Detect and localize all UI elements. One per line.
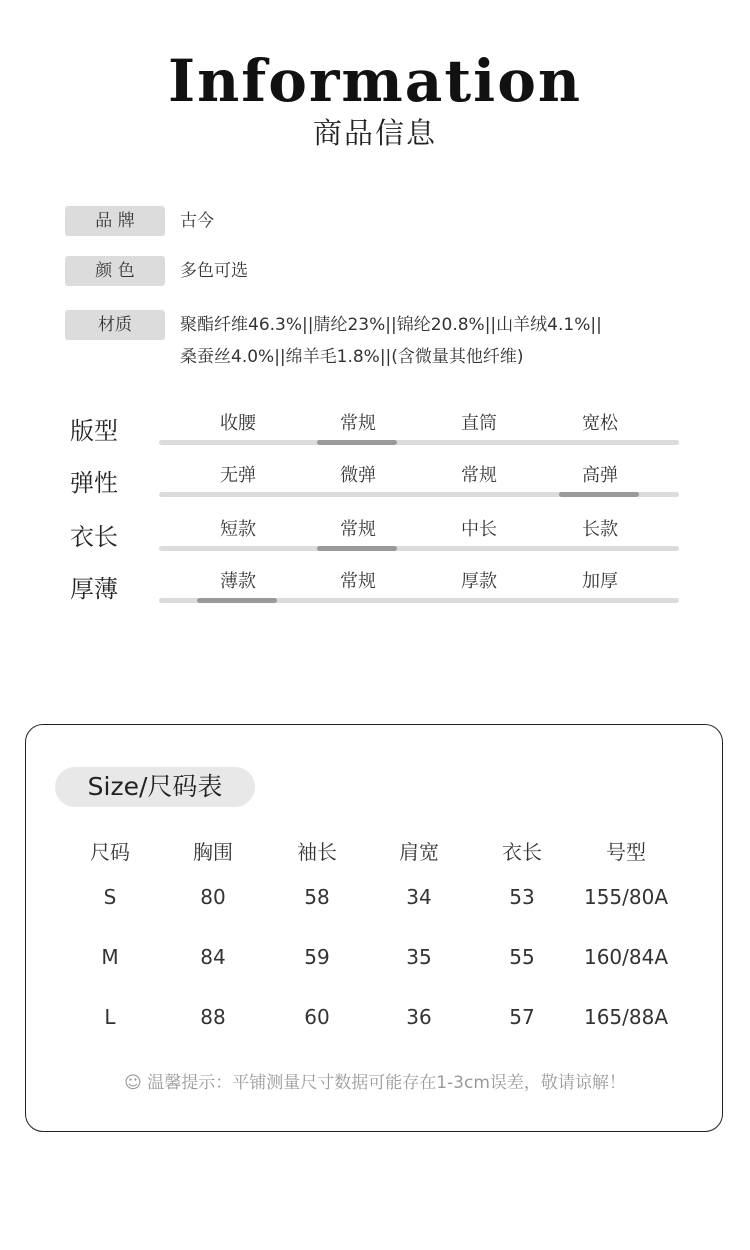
scale-option: 常规 xyxy=(461,465,497,486)
scale-option: 收腰 xyxy=(220,413,256,434)
scale-row xyxy=(0,518,750,568)
size-cell: 35 xyxy=(406,945,432,969)
size-cell: 34 xyxy=(406,885,432,909)
scale-option: 加厚 xyxy=(582,571,618,592)
info-value-line: 桑蚕丝4.0%||绵羊毛1.8%||(含微量其他纤维) xyxy=(180,347,524,367)
size-cell: L xyxy=(104,1005,116,1029)
scale-option: 宽松 xyxy=(582,413,618,434)
size-cell: 84 xyxy=(200,945,226,969)
scale-label: 版型 xyxy=(70,417,118,445)
size-cell: 155/80A xyxy=(583,885,669,909)
info-label: 品 牌 xyxy=(65,206,165,236)
size-cell: 59 xyxy=(304,945,330,969)
size-cell: 160/84A xyxy=(583,945,669,969)
scale-option: 长款 xyxy=(582,519,618,540)
info-value xyxy=(180,206,214,236)
info-value-line: 古今 xyxy=(180,211,214,231)
scale-option: 短款 xyxy=(220,519,256,540)
info-value-line: 多色可选 xyxy=(180,261,248,281)
scale-selected-marker xyxy=(317,440,397,445)
size-cell: 165/88A xyxy=(583,1005,669,1029)
scale-row xyxy=(0,412,750,462)
size-cell: 55 xyxy=(509,945,535,969)
scale-row xyxy=(0,464,750,514)
page-title-cn: 商品信息 xyxy=(312,116,437,150)
size-cell: 80 xyxy=(200,885,226,909)
size-header-cell: 号型 xyxy=(606,840,646,864)
scale-selected-marker xyxy=(559,492,639,497)
info-value-line: 聚酯纤维46.3%||腈纶23%||锦纶20.8%||山羊绒4.1%|| xyxy=(180,315,602,335)
scale-label: 弹性 xyxy=(70,469,118,497)
scale-option: 中长 xyxy=(461,519,497,540)
scale-row xyxy=(0,570,750,620)
scale-track xyxy=(159,440,679,445)
info-label: 材质 xyxy=(65,310,165,340)
scale-option: 薄款 xyxy=(220,571,256,592)
info-value xyxy=(180,310,602,375)
size-cell: 58 xyxy=(304,885,330,909)
scale-option: 高弹 xyxy=(582,465,618,486)
scale-selected-marker xyxy=(317,546,397,551)
measurement-tip: ☺ 温馨提示：平铺测量尺寸数据可能存在1-3cm误差，敬请谅解！ xyxy=(124,1073,626,1093)
size-header-cell: 肩宽 xyxy=(399,840,439,864)
scale-option: 厚款 xyxy=(461,571,497,592)
size-header-cell: 衣长 xyxy=(502,840,542,864)
page-title-en: Information xyxy=(167,47,583,115)
info-value xyxy=(180,256,248,286)
scale-label: 衣长 xyxy=(70,523,118,551)
scale-label: 厚薄 xyxy=(70,575,118,603)
size-cell: M xyxy=(101,945,119,969)
size-cell: 57 xyxy=(509,1005,535,1029)
size-chart-title: Size/尺码表 xyxy=(55,767,255,807)
scale-option: 无弹 xyxy=(220,465,256,486)
size-header-cell: 尺码 xyxy=(90,840,130,864)
info-label: 颜 色 xyxy=(65,256,165,286)
size-cell: 88 xyxy=(200,1005,226,1029)
scale-option: 微弹 xyxy=(340,465,376,486)
size-chart xyxy=(25,724,723,1132)
scale-option: 常规 xyxy=(340,519,376,540)
size-header-cell: 袖长 xyxy=(297,840,337,864)
size-header-cell: 胸围 xyxy=(193,840,233,864)
size-cell: 53 xyxy=(509,885,535,909)
scale-option: 常规 xyxy=(340,571,376,592)
size-cell: 60 xyxy=(304,1005,330,1029)
size-cell: 36 xyxy=(406,1005,432,1029)
size-cell: S xyxy=(103,885,117,909)
scale-option: 常规 xyxy=(340,413,376,434)
scale-selected-marker xyxy=(197,598,277,603)
scale-option: 直筒 xyxy=(461,413,497,434)
scale-track xyxy=(159,546,679,551)
